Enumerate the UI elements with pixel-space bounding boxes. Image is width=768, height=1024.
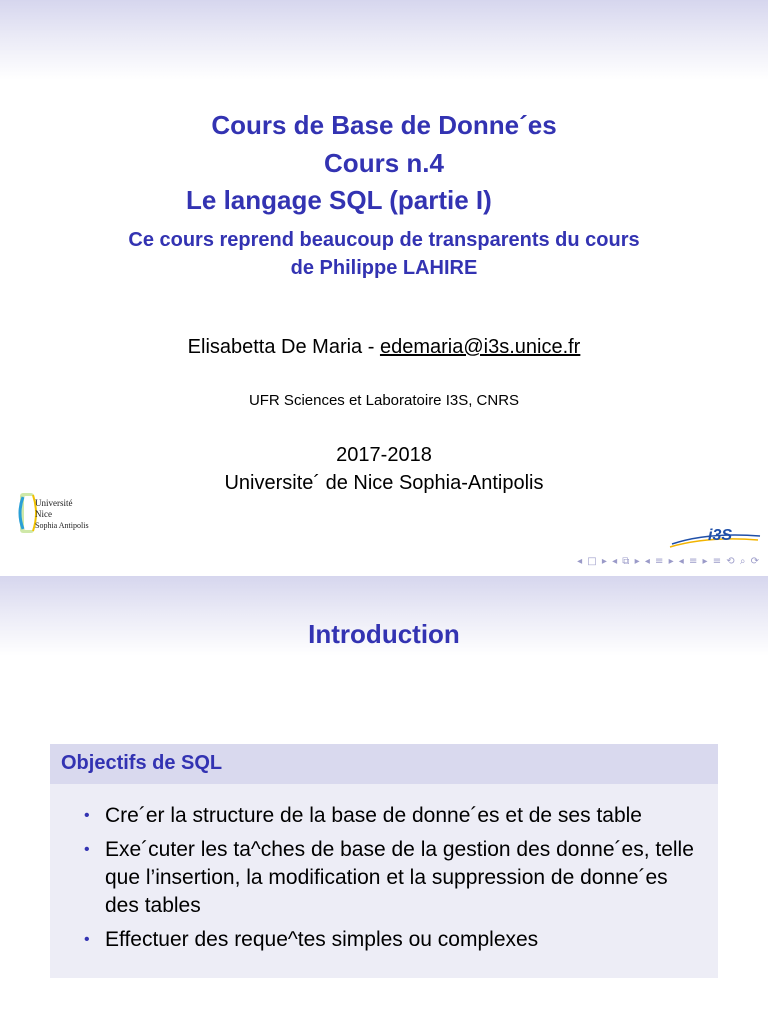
- author-email-link[interactable]: edemaria@i3s.unice.fr: [379, 336, 581, 358]
- course-title: [0, 106, 768, 182]
- course-title-line-2: Cours n.4: [324, 148, 444, 178]
- block-title: Objectifs de SQL: [50, 744, 718, 784]
- svg-text:Université: Université: [35, 498, 73, 508]
- list-item-text: Exe´cuter les ta^ches de base de la gestion des donne´es, telle que l’insertion, la modification et la suppression de donne´es des tables: [105, 838, 694, 917]
- author-line: [0, 336, 768, 359]
- svg-text:Nice: Nice: [35, 509, 52, 519]
- svg-text:Sophia Antipolis: Sophia Antipolis: [35, 521, 89, 530]
- beamer-navigation-bar[interactable]: ◂ □ ▸ ◂ ⧉ ▸ ◂ ≡ ▸ ◂ ≡ ▸ ≡ ⟲ ⌕ ⟳: [577, 556, 760, 567]
- list-item: [84, 802, 698, 830]
- list-item: [84, 836, 698, 920]
- academic-year: 2017-2018: [336, 444, 432, 466]
- list-item: [84, 926, 698, 954]
- svg-text:i3S: i3S: [708, 527, 733, 544]
- i3s-logo: [668, 522, 764, 552]
- frame-title: Introduction: [308, 619, 460, 649]
- course-subtitle: [0, 226, 768, 282]
- date-block: [0, 441, 768, 497]
- institution-line: UFR Sciences et Laboratoire I3S, CNRS: [248, 392, 520, 409]
- list-item-text: Cre´er la structure de la base de donne´es et de ses table: [105, 804, 642, 827]
- subtitle-line-2: de Philippe LAHIRE: [290, 257, 478, 279]
- author-name: Elisabetta De Maria -: [187, 336, 380, 358]
- university-nice-logo: [18, 491, 98, 537]
- bullet-icon: •: [84, 931, 90, 948]
- objectives-block: [50, 744, 718, 978]
- header-gradient-band: [0, 0, 768, 80]
- university-name: Universite´ de Nice Sophia-Antipolis: [224, 472, 544, 494]
- course-title-line-3: Le langage SQL (partie I): [186, 185, 492, 215]
- university-logo-icon: [18, 491, 98, 537]
- bullet-icon: •: [84, 841, 90, 858]
- i3s-logo-icon: [668, 522, 764, 552]
- introduction-slide: [0, 576, 768, 1024]
- list-item-text: Effectuer des reque^tes simples ou complexes: [105, 928, 539, 951]
- subtitle-line-1: Ce cours reprend beaucoup de transparents du cours: [128, 229, 640, 251]
- block-body: [50, 784, 718, 954]
- course-title-line-1: Cours de Base de Donne´es: [211, 110, 557, 140]
- bullet-icon: •: [84, 807, 90, 824]
